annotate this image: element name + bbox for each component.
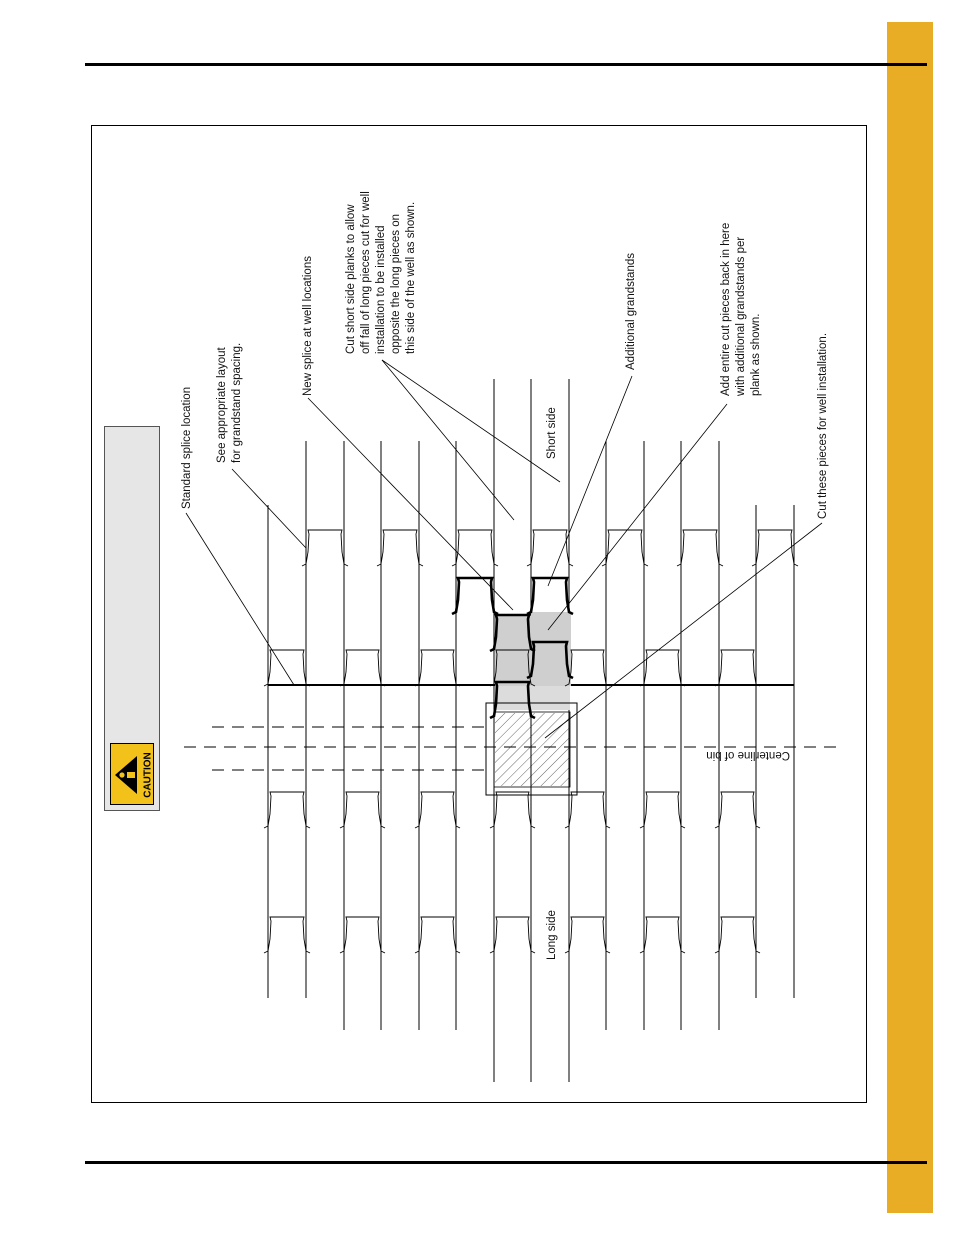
grandstand bbox=[264, 792, 310, 828]
label-cut-short-side: Cut short side planks to allow off fall of long pieces cut for well installation to be installed opposite the long pieces on this side of the well as shown. bbox=[345, 191, 417, 354]
grandstand bbox=[527, 578, 573, 614]
label-add-entire-cut: Add entire cut pieces back in here with additional grandstands per plank as shown. bbox=[720, 222, 762, 396]
label-grandstand-spacing: See appropriate layout for grandstand spacing. bbox=[216, 342, 243, 463]
caution-label: CAUTION bbox=[142, 752, 154, 798]
grandstand bbox=[752, 530, 798, 566]
label-new-splice: New splice at well locations bbox=[302, 256, 314, 396]
label-standard-splice: Standard splice location bbox=[181, 386, 193, 509]
grandstand bbox=[640, 792, 685, 828]
label-additional-grandstands: Additional grandstands bbox=[625, 253, 637, 370]
grandstand bbox=[677, 530, 723, 566]
grandstand bbox=[490, 792, 535, 828]
grandstand bbox=[340, 650, 385, 686]
label-centerline: Centerline of bin bbox=[706, 749, 790, 761]
leader-line bbox=[186, 513, 294, 685]
cut-region bbox=[495, 686, 570, 710]
grandstand bbox=[452, 530, 498, 566]
leader-line bbox=[308, 398, 513, 610]
grandstand bbox=[715, 917, 760, 953]
grandstand bbox=[264, 917, 310, 953]
grandstand bbox=[415, 792, 460, 828]
grandstand bbox=[640, 917, 685, 953]
grandstand bbox=[415, 650, 460, 686]
grandstand bbox=[264, 650, 310, 686]
grandstand bbox=[565, 917, 610, 953]
grandstand bbox=[640, 650, 685, 686]
label-cut-these: Cut these pieces for well installation. bbox=[817, 332, 829, 519]
leader-line bbox=[545, 523, 822, 738]
grandstand bbox=[415, 917, 460, 953]
leader-line bbox=[232, 469, 306, 548]
grandstand bbox=[452, 578, 498, 614]
grandstand bbox=[340, 917, 385, 953]
label-short-side: Short side bbox=[546, 407, 558, 459]
leader-line bbox=[382, 360, 560, 482]
grandstand bbox=[602, 530, 648, 566]
grandstand bbox=[340, 792, 385, 828]
hatched-cut-area bbox=[495, 713, 569, 786]
grandstand bbox=[715, 792, 760, 828]
cut-region bbox=[495, 616, 531, 686]
grandstand bbox=[565, 650, 610, 686]
grandstand bbox=[527, 530, 573, 566]
label-long-side: Long side bbox=[546, 910, 558, 960]
well-shading bbox=[486, 612, 577, 795]
leader-line bbox=[548, 404, 727, 630]
grandstand bbox=[490, 917, 535, 953]
grandstand bbox=[715, 650, 760, 686]
grandstand bbox=[377, 530, 423, 566]
leader-line bbox=[548, 376, 632, 586]
grandstand bbox=[565, 792, 610, 828]
grandstand bbox=[302, 530, 348, 566]
